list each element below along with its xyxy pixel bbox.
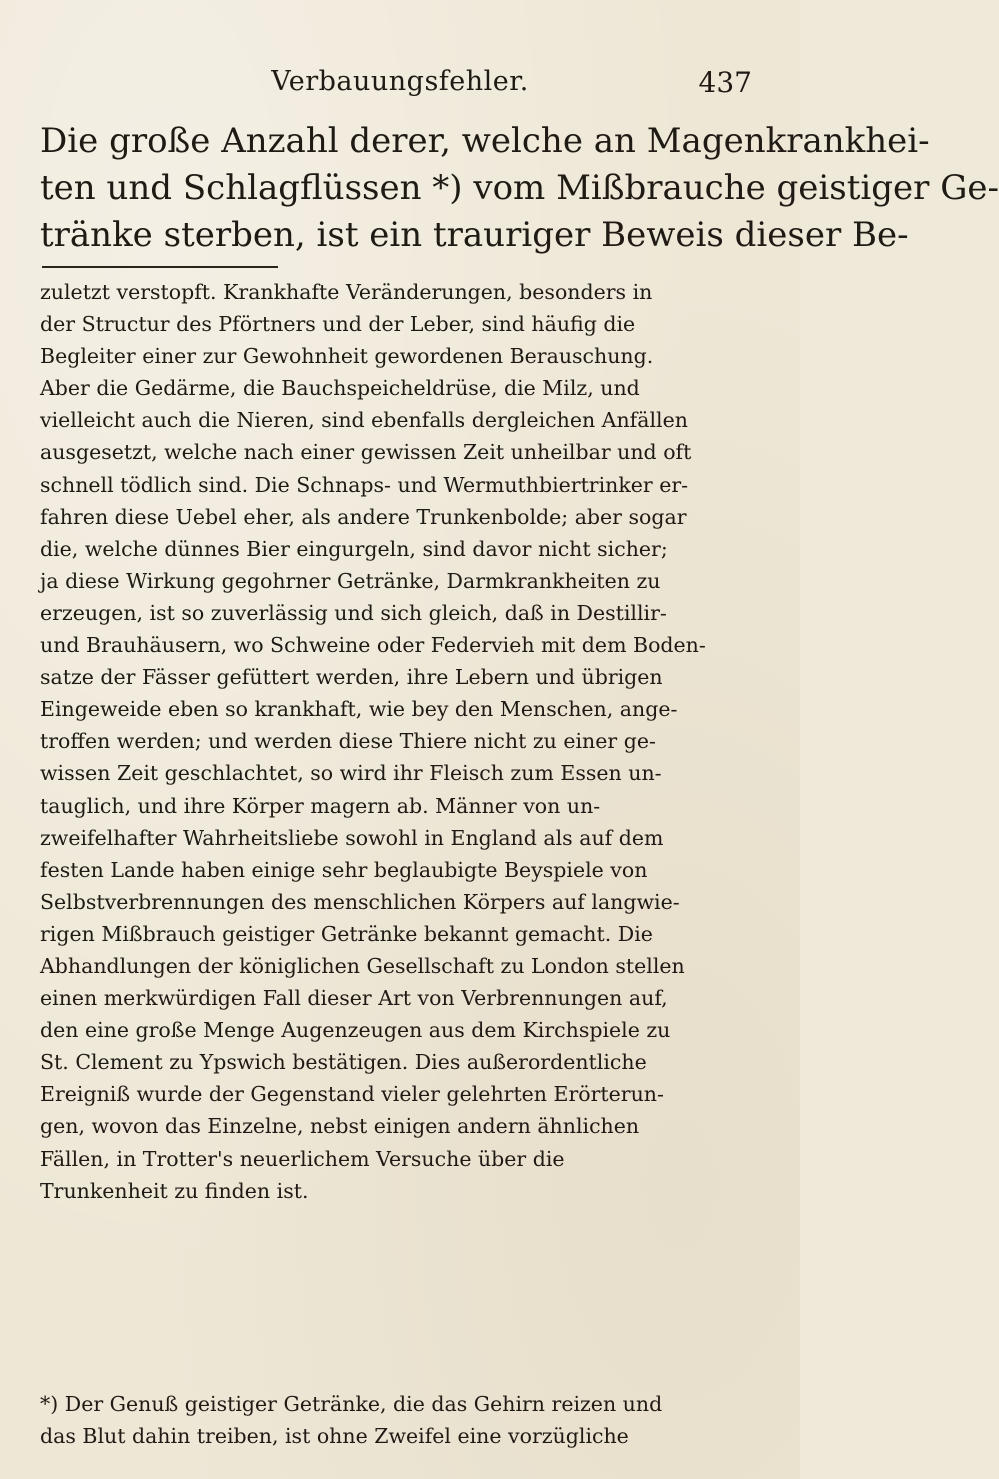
body-line: ausgesetzt, welche nach einer gewissen Zeit unheilbar und oft [40, 440, 692, 465]
body-line: der Structur des Pförtners und der Leber, sind häufig die [40, 312, 636, 337]
footnote-line: *) Der Genuß geistiger Getränke, die das Gehirn reizen und [40, 1392, 663, 1416]
body-line: Abhandlungen der königlichen Gesellschaft zu London stellen [40, 953, 685, 978]
body-line: zuletzt verstopft. Krankhafte Veränderungen, besonders in [40, 280, 653, 304]
body-line: schnell tödlich sind. Die Schnaps- und Wermuthbiertrinker er- [40, 472, 689, 497]
body-line: Selbstverbrennungen des menschlichen Körpers auf langwie- [40, 889, 680, 914]
body-line: troffen werden; und werden diese Thiere nicht zu einer ge- [40, 729, 656, 754]
body-line: vielleicht auch die Nieren, sind ebenfalls dergleichen Anfällen [40, 408, 688, 433]
footnote [40, 1388, 764, 1452]
running-head [40, 66, 760, 106]
body-line: Aber die Gedärme, die Bauchspeicheldrüse, die Milz, und [40, 376, 640, 401]
body-line: zweifelhafter Wahrheitsliebe sowohl in England als auf dem [40, 825, 664, 850]
body-line: gen, wovon das Einzelne, nebst einigen andern ähnlichen [40, 1114, 640, 1139]
body-line: tauglich, und ihre Körper magern ab. Männer von un- [40, 793, 601, 818]
body-line: festen Lande haben einige sehr beglaubigte Beyspiele von [40, 857, 648, 882]
body-line: erzeugen, ist so zuverlässig und sich gleich, daß in Destillir- [40, 600, 667, 625]
body-line: rigen Mißbrauch geistiger Getränke bekannt gemacht. Die [40, 921, 653, 946]
body-line: ja diese Wirkung gegohrner Getränke, Darmkrankheiten zu [40, 568, 661, 593]
main-line: Die große Anzahl derer, welche an Magenkrankhei- [40, 121, 930, 161]
main-line: ten und Schlagflüssen *) vom Mißbrauche geistiger Ge- [40, 168, 999, 208]
body-text-block [40, 276, 764, 1207]
running-title: Verbauungsfehler. [271, 66, 529, 97]
body-line: Trunkenheit zu finden ist. [40, 1178, 309, 1203]
page-number: 437 [698, 66, 752, 99]
body-line: Begleiter einer zur Gewohnheit gewordenen Berauschung. [40, 344, 654, 369]
body-line: und Brauhäusern, wo Schweine oder Federvieh mit dem Boden- [40, 633, 706, 658]
body-line: die, welche dünnes Bier eingurgeln, sind davor nicht sicher; [40, 536, 668, 561]
body-line: Eingeweide eben so krankhaft, wie bey den Menschen, ange- [40, 697, 678, 722]
body-line: den eine große Menge Augenzeugen aus dem Kirchspiele zu [40, 1018, 671, 1043]
body-line: wissen Zeit geschlachtet, so wird ihr Fleisch zum Essen un- [40, 761, 662, 786]
footnote-line: das Blut dahin treiben, ist ohne Zweifel eine vorzügliche [40, 1424, 629, 1448]
main-text-block [40, 118, 999, 259]
body-line: Ereigniß wurde der Gegenstand vieler gelehrten Erörterun- [40, 1082, 664, 1107]
section-rule [42, 266, 278, 268]
body-line: Fällen, in Trotter's neuerlichem Versuche über die [40, 1146, 565, 1171]
main-line: tränke sterben, ist ein trauriger Beweis dieser Be- [40, 215, 909, 255]
body-line: einen merkwürdigen Fall dieser Art von Verbrennungen auf, [40, 986, 668, 1011]
body-line: fahren diese Uebel eher, als andere Trunkenbolde; aber sogar [40, 504, 687, 529]
body-line: satze der Fässer gefüttert werden, ihre Lebern und übrigen [40, 665, 663, 690]
body-line: St. Clement zu Ypswich bestätigen. Dies außerordentliche [40, 1050, 647, 1075]
